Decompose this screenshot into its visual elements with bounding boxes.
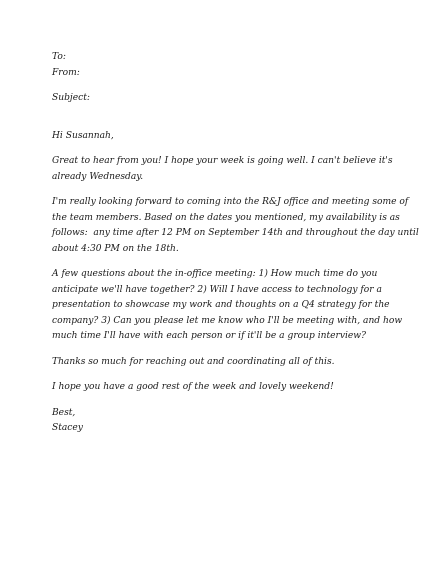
paragraph-line: Great to hear from you! I hope your week is going well. I can't believe it's	[52, 156, 393, 166]
sign-off	[52, 406, 392, 437]
paragraph-wishes	[52, 380, 392, 396]
paragraph-line: anticipate we'll have together? 2) Will I have access to technology for a	[52, 284, 382, 295]
paragraph-line: I hope you have a good rest of the week and lovely weekend!	[52, 382, 334, 392]
paragraph-line: company? 3) Can you please let me know who I'll be meeting with, and how	[52, 315, 403, 326]
paragraph-thanks	[52, 355, 392, 371]
paragraph-line: A few questions about the in-office meeting: 1) How much time do you	[52, 269, 378, 279]
paragraph-line: presentation to showcase my work and thoughts on a Q4 strategy for the	[52, 300, 390, 310]
paragraph-line: Thanks so much for reaching out and coordinating all of this.	[52, 356, 335, 367]
paragraph-questions	[52, 267, 403, 345]
paragraph-greeting	[52, 154, 392, 185]
paragraph-line: much time I'll have with each person or if it'll be a group interview?	[52, 331, 366, 341]
signature: Stacey	[52, 423, 83, 433]
paragraph-line: follows: any time after 12 PM on September 14th and throughout the day until	[52, 228, 419, 238]
from-label: From:	[52, 67, 80, 78]
letter	[52, 50, 419, 437]
subject-label: Subject:	[52, 93, 90, 103]
paragraph-availability	[52, 195, 419, 257]
letter-header	[52, 50, 392, 107]
closing: Best,	[52, 407, 76, 418]
paragraph-line: the team members. Based on the dates you mentioned, my availability is as	[52, 212, 400, 223]
to-label: To:	[52, 52, 66, 62]
paragraph-line: already Wednesday.	[52, 171, 144, 182]
greeting: Hi Susannah,	[52, 130, 114, 141]
paragraph-line: about 4:30 PM on the 18th.	[52, 243, 179, 254]
paragraph-line: I'm really looking forward to coming into the R&J office and meeting some of	[52, 197, 409, 207]
